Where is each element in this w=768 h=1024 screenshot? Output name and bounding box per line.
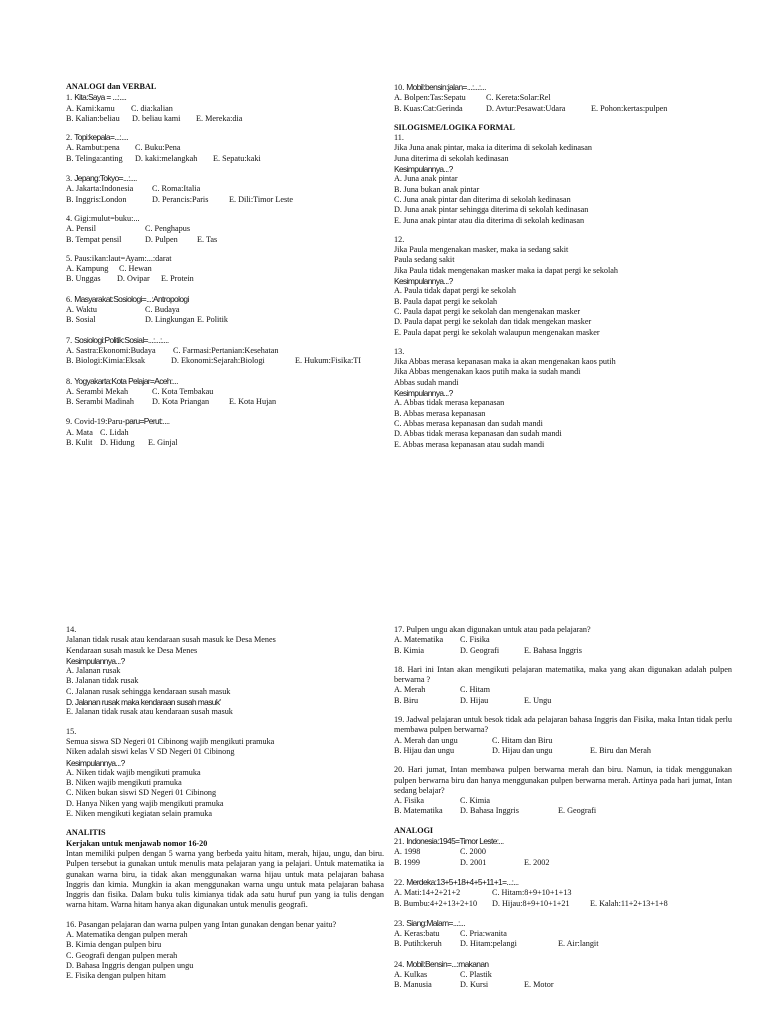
option-a[interactable]: A. Sastra:Ekonomi:Budaya xyxy=(66,345,156,355)
premise-2: Paula sedang sakit xyxy=(394,255,455,265)
option-a[interactable]: A. Jalanan rusak xyxy=(66,666,121,676)
option-c[interactable]: C. Paula dapat pergi ke sekolah dan mengenakan masker xyxy=(394,306,581,316)
option-d[interactable]: D. Pulpen xyxy=(145,234,178,244)
option-d[interactable]: D. kaki:melangkah xyxy=(135,153,198,163)
option-e[interactable]: E. Ginjal xyxy=(148,438,178,448)
question-number: 5. xyxy=(66,253,73,263)
question-17 xyxy=(394,625,732,656)
option-d[interactable]: D. Jalanan rusak maka kendaraan susah masuk' xyxy=(66,697,221,708)
question-11 xyxy=(394,133,744,226)
option-d[interactable]: D. Hijau:8+9+10+1+21 xyxy=(492,898,570,908)
question-number: 1. xyxy=(66,93,73,103)
section-heading-silogisme: SILOGISME/LOGIKA FORMAL xyxy=(394,122,515,132)
option-c[interactable]: C. Jalanan rusak sehingga kendaraan susah masuk xyxy=(66,686,231,696)
question-21 xyxy=(394,836,732,868)
option-a[interactable]: A. Fisika xyxy=(394,796,425,806)
question-19 xyxy=(394,715,732,756)
question-8 xyxy=(66,376,406,408)
question-number: 6. xyxy=(66,294,73,304)
reading-passage: Intan memiliki pulpen dengan 5 warna yang berbeda yaitu hitam, merah, hijau, ungu, dan biru. Pulpen tersebut ia gunakan untuk menulis mata pelajaran yang ia pelajari. Untuk matematika ia gunakan warna biru, ia tidak akan menggunakan warna hijau untuk mata pelajaran bahasa Inggris dan kimia. Mungkin ia akan menggunakan warna ungu untuk mata pelajaran bahasa Inggris dan fisika. Dalam buku tulis kimianya tidak ada satu huruf pun yang ia tulis dengan warna hitam. Warna hitam hanya akan digunakan untuk menulis geografi. xyxy=(66,848,384,910)
option-c[interactable]: C. Niken bukan siswi SD Negeri 01 Cibinong xyxy=(66,788,217,798)
option-e[interactable]: E. Biru dan Merah xyxy=(590,745,651,755)
conclusion-prompt: Kesimpulannya...? xyxy=(394,164,453,175)
option-d[interactable]: D. Bahasa Inggris dengan pulpen ungu xyxy=(66,960,194,970)
question-number: 24. xyxy=(394,959,405,969)
conclusion-prompt: Kesimpulannya...? xyxy=(394,276,453,287)
question-7 xyxy=(66,335,406,367)
question-number: 14. xyxy=(66,625,77,634)
premise-1: Jika Abbas merasa kepanasan maka ia akan mengenakan kaos putih xyxy=(394,357,616,367)
option-a[interactable]: A. Juna anak pintar xyxy=(394,174,458,184)
question-22 xyxy=(394,877,732,909)
question-16 xyxy=(66,920,384,982)
option-b[interactable]: B. Niken wajib mengikuti pramuka xyxy=(66,778,182,788)
option-c[interactable]: C. Kimia xyxy=(460,796,491,806)
question-20 xyxy=(394,765,732,816)
option-d[interactable]: D. Hidung xyxy=(100,438,135,448)
option-d[interactable]: D. Abbas tidak merasa kepanasan dan sudah mandi xyxy=(394,429,562,439)
question-9 xyxy=(66,416,406,448)
question-number: 11. xyxy=(394,133,404,143)
question-prompt: Pulpen ungu akan digunakan untuk atau pada pelajaran? xyxy=(406,625,591,634)
question-12 xyxy=(394,235,744,338)
option-a[interactable]: A. Mati:14+2+21+2 xyxy=(394,888,461,898)
question-4 xyxy=(66,214,406,245)
option-b[interactable]: B. Tempat pensil xyxy=(66,234,122,244)
premise-2: Juna diterima di sekolah kedinasan xyxy=(394,153,509,163)
option-a[interactable]: A. Niken tidak wajib mengikuti pramuka xyxy=(66,767,201,777)
option-c[interactable]: C. Kereta:Solar:Rel xyxy=(486,93,551,103)
option-d[interactable]: D. Perancis:Paris xyxy=(152,194,209,204)
question-15 xyxy=(66,727,384,820)
option-e[interactable]: E. Mereka:dia xyxy=(196,113,243,123)
option-e[interactable]: E. Paula dapat pergi ke sekolah walaupun mengenakan masker xyxy=(394,327,600,337)
premise-2: Niken adalah siswi kelas V SD Negeri 01 Cibinong xyxy=(66,747,235,757)
question-number: 22. xyxy=(394,877,405,887)
question-prompt: Masyarakat:Sosiologi=...:Antropologi xyxy=(74,293,189,304)
option-a[interactable]: A. Keras:batu xyxy=(394,929,440,939)
question-number: 18. xyxy=(394,664,405,674)
option-e[interactable]: E. Tas xyxy=(197,234,218,244)
option-b[interactable]: B. Kulit xyxy=(66,438,93,448)
question-number: 20. xyxy=(394,765,405,775)
conclusion-prompt: Kesimpulannya...? xyxy=(66,655,125,666)
question-number: 16. xyxy=(66,919,77,929)
option-b[interactable]: B. Matematika xyxy=(394,806,443,816)
option-a[interactable]: A. Serambi Mekah xyxy=(66,386,129,396)
question-prompt: Kita:Saya = ...:.... xyxy=(74,92,127,103)
option-c[interactable]: C. Juna anak pintar dan diterima di sekolah kedinasan xyxy=(394,194,571,204)
option-c[interactable]: C. Hitam xyxy=(460,685,491,695)
option-c[interactable]: C. Hewan xyxy=(119,264,152,274)
premise-1: Jika Paula mengenakan masker, maka ia sedang sakit xyxy=(394,245,569,255)
option-a[interactable]: A. Abbas tidak merasa kepanasan xyxy=(394,398,505,408)
analitis-section xyxy=(66,828,384,910)
option-e[interactable]: E. Protein xyxy=(161,274,194,284)
question-prompt: Jepang:Tokyo=...:.... xyxy=(74,173,137,184)
option-e[interactable]: E. Kota Hujan xyxy=(229,397,277,407)
section-heading-analitis: ANALITIS xyxy=(66,828,106,838)
question-13 xyxy=(394,347,744,450)
option-d[interactable]: D. Avtur:Pesawat:Udara xyxy=(486,103,566,113)
option-a[interactable]: A. Bolpen:Tas:Sepatu xyxy=(394,93,466,103)
question-prompt: Topi:kepala=...:.... xyxy=(74,132,129,143)
question-5 xyxy=(66,254,406,285)
question-number: 4. xyxy=(66,213,73,223)
premise-3: Abbas sudah mandi xyxy=(394,377,459,387)
option-e[interactable]: E. Abbas merasa kepanasan atau sudah mandi xyxy=(394,439,545,449)
question-10 xyxy=(394,82,744,114)
left-top-column xyxy=(66,82,406,457)
left-bottom-column xyxy=(66,625,384,991)
option-c[interactable]: C. Hitam:8+9+10+1+13 xyxy=(492,888,572,898)
question-prompt: Siang:Malam=...:... xyxy=(406,917,465,928)
question-prompt: Yogyakarta:Kota Pelajar=Aceh:... xyxy=(74,375,178,386)
option-a[interactable]: A. Merah xyxy=(394,685,426,695)
question-prompt: Indonesia:1945=Timor Leste:... xyxy=(406,836,504,847)
question-6 xyxy=(66,294,406,326)
question-number: 3. xyxy=(66,174,73,184)
option-e[interactable]: E. Pohon:kertas:pulpen xyxy=(591,103,668,113)
question-prompt: Gigi:mulut=buku:... xyxy=(74,213,140,223)
question-number: 15. xyxy=(66,726,77,736)
right-bottom-column xyxy=(394,625,732,1000)
option-d[interactable]: D. Paula dapat pergi ke sekolah dan tidak mengekan masker xyxy=(394,317,592,327)
option-c[interactable]: C. Pria:wanita xyxy=(460,929,507,939)
option-c[interactable]: C. Fisika xyxy=(460,635,490,645)
question-prompt-plain: Covid-19:Paru- xyxy=(74,417,126,427)
option-e[interactable]: E. Dili:Timor Leste xyxy=(229,194,294,204)
option-b[interactable]: B. Inggris:London xyxy=(66,194,127,204)
question-prompt: Merdeka:13+5+18+4+5+11+1=...:... xyxy=(406,876,519,887)
option-e[interactable]: E. Hukum:Fisika:TI xyxy=(295,356,361,366)
option-a[interactable]: A. Kami:kamu xyxy=(66,103,115,113)
question-number: 8. xyxy=(66,376,73,386)
option-b[interactable]: B. Kimia xyxy=(394,645,425,655)
option-c[interactable]: C. Geografi dengan pulpen merah xyxy=(66,950,178,960)
option-d[interactable]: D. 2001 xyxy=(460,857,487,867)
option-c[interactable]: C. 2000 xyxy=(460,847,486,857)
option-b[interactable]: B. Sosial xyxy=(66,315,96,325)
premise-1: Semua siswa SD Negeri 01 Cibinong wajib mengikuti pramuka xyxy=(66,736,275,746)
question-number: 19. xyxy=(394,715,405,725)
right-top-column xyxy=(394,82,744,459)
option-b[interactable]: B. Manusia xyxy=(394,980,432,990)
question-2 xyxy=(66,132,406,164)
question-number: 21. xyxy=(394,837,405,847)
option-e[interactable]: E. Sepatu:kaki xyxy=(213,153,261,163)
question-number: 7. xyxy=(66,335,73,345)
option-b[interactable]: B. Putih:keruh xyxy=(394,939,442,949)
option-e[interactable]: E. Niken mengikuti kegiatan selain pramuka xyxy=(66,809,212,819)
option-d[interactable]: D. Hitam:pelangi xyxy=(460,939,517,949)
option-d[interactable]: D. Juna anak pintar sehingga diterima di sekolah kedinasan xyxy=(394,205,589,215)
option-e[interactable]: E. Fisika dengan pulpen hitam xyxy=(66,971,166,981)
option-b[interactable]: B. Hijau dan ungu xyxy=(394,745,455,755)
option-e[interactable]: E. Air:langit xyxy=(558,939,599,949)
option-c[interactable]: C. Penghapus xyxy=(145,224,191,234)
question-prompt: Sosiologi:Politik:Sosial=...:...:.... xyxy=(74,334,169,345)
question-prompt: paru=Perut:.... xyxy=(125,416,170,427)
option-a[interactable]: A. Jakarta:Indonesia xyxy=(66,184,134,194)
question-number: 10. xyxy=(394,83,405,92)
option-c[interactable]: C. dia:kalian xyxy=(131,103,173,113)
option-d[interactable]: D. Lingkungan xyxy=(145,315,195,325)
option-b[interactable]: B. Kimia dengan pulpen biru xyxy=(66,940,162,950)
option-a[interactable]: A. Matematika xyxy=(394,635,444,645)
premise-2: Kendaraan susah masuk ke Desa Menes xyxy=(66,645,198,655)
question-number: 23. xyxy=(394,918,405,928)
conclusion-prompt: Kesimpulannya...? xyxy=(394,388,453,399)
option-b[interactable]: B. Biru xyxy=(394,695,419,705)
option-a[interactable]: A. Kulkas xyxy=(394,970,428,980)
option-b[interactable]: B. Kuas:Cat:Gerinda xyxy=(394,103,463,113)
option-d[interactable]: D. Ovipar xyxy=(117,274,150,284)
option-e[interactable]: E. Politik xyxy=(197,315,228,325)
option-b[interactable]: B. Jalanan tidak rusak xyxy=(66,676,139,686)
question-number: 12. xyxy=(394,234,405,244)
option-b[interactable]: B. Serambi Madinah xyxy=(66,397,134,407)
question-prompt: Jadwal pelajaran untuk besok tidak ada pelajaran bahasa Inggris dan Fisika, maka Intan tidak perlu membawa pulpen berwarna? xyxy=(394,715,733,735)
option-d[interactable]: D. Geografi xyxy=(460,645,500,655)
option-a[interactable]: A. Waktu xyxy=(66,305,98,315)
option-d[interactable]: D. Hijau xyxy=(460,695,489,705)
question-3 xyxy=(66,173,406,205)
option-e[interactable]: E. Juna anak pintar atau dia diterima di sekolah kedinasan xyxy=(394,215,585,225)
option-b[interactable]: B. Paula dapat pergi ke sekolah xyxy=(394,296,498,306)
option-e[interactable]: E. Jalanan tidak rusak atau kendaraan susah masuk xyxy=(66,707,233,717)
question-prompt: Hari ini Intan akan mengikuti pelajaran matematika, maka yang akan digunakan adalah pulpen berwarna ? xyxy=(394,664,733,685)
option-e[interactable]: E. 2002 xyxy=(524,857,550,867)
option-d[interactable]: D. Kursi xyxy=(460,980,489,990)
question-prompt: Mobil:Bensin=...:makanan xyxy=(406,958,489,969)
question-number: 13. xyxy=(394,346,405,356)
option-c[interactable]: C. Budaya xyxy=(145,305,180,315)
option-c[interactable]: C. Plastik xyxy=(460,970,492,980)
question-number: 2. xyxy=(66,133,73,143)
premise-3: Jika Paula tidak mengenakan masker maka ia dapat pergi ke sekolah xyxy=(394,265,619,275)
option-a[interactable]: A. Rambut:pena xyxy=(66,143,120,153)
option-d[interactable]: D. Ekonomi:Sejarah:Biologi xyxy=(171,356,265,366)
question-number: 9. xyxy=(66,417,73,427)
option-a[interactable]: A. Merah dan ungu xyxy=(394,735,458,745)
premise-2: Jika Abbas mengenakan kaos putih maka ia sudah mandi xyxy=(394,367,581,377)
option-a[interactable]: A. 1998 xyxy=(394,847,421,857)
option-d[interactable]: D. Hanya Niken yang wajib mengikuti pramuka xyxy=(66,798,224,808)
option-b[interactable]: B. Kalian:beliau xyxy=(66,113,120,123)
conclusion-prompt: Kesimpulannya...? xyxy=(66,757,125,768)
option-c[interactable]: C. Farmasi:Pertanian:Kesehatan xyxy=(173,345,279,355)
option-a[interactable]: A. Pensil xyxy=(66,224,97,234)
option-b[interactable]: B. 1999 xyxy=(394,857,420,867)
option-d[interactable]: D. Bahasa Inggris xyxy=(460,806,519,816)
question-prompt: Mobil:bensin:jalan=...:...:... xyxy=(406,82,486,92)
option-a[interactable]: A. Mata xyxy=(66,427,93,437)
option-b[interactable]: B. Biologi:Kimia:Eksak xyxy=(66,356,146,366)
option-c[interactable]: C. Hitam dan Biru xyxy=(492,735,553,745)
option-b[interactable]: B. Abbas merasa kepanasan xyxy=(394,408,486,418)
section-heading-analogi: ANALOGI xyxy=(394,825,434,835)
option-e[interactable]: E. Geografi xyxy=(558,806,597,816)
option-c[interactable]: C. Abbas merasa kepanasan dan sudah mandi xyxy=(394,418,543,428)
option-d[interactable]: D. Hijau dan ungu xyxy=(492,745,553,755)
section-instruction: Kerjakan untuk menjawab nomor 16-20 xyxy=(66,838,208,848)
option-c[interactable]: C. Kota Tembakau xyxy=(152,386,214,396)
option-e[interactable]: E. Bahasa Inggris xyxy=(524,645,582,655)
option-a[interactable]: A. Matematika dengan pulpen merah xyxy=(66,930,188,940)
option-a[interactable]: A. Paula tidak dapat pergi ke sekolah xyxy=(394,286,516,296)
option-e[interactable]: E. Ungu xyxy=(524,695,552,705)
option-c[interactable]: C. Roma:Italia xyxy=(152,184,201,194)
question-prompt: Hari jumat, Intan membawa pulpen berwarna merah dan biru. Namun, ia tidak menggunakan pulpen berwarna biru dan hanya menggunakan pulpen berwarna merah. Artinya pada hari jumat, Intan sedang belajar? xyxy=(394,765,732,795)
option-d[interactable]: D. Kota Priangan xyxy=(152,397,210,407)
premise-1: Jalanan tidak rusak atau kendaraan susah masuk ke Desa Menes xyxy=(66,635,276,645)
section-heading-analogi-verbal: ANALOGI dan VERBAL xyxy=(66,82,157,91)
question-24 xyxy=(394,959,732,991)
question-18 xyxy=(394,665,732,706)
question-1 xyxy=(66,92,406,124)
question-23 xyxy=(394,918,732,950)
option-b[interactable]: B. Juna bukan anak pintar xyxy=(394,184,480,194)
question-14 xyxy=(66,625,384,718)
premise-1: Jika Juna anak pintar, maka ia diterima di sekolah kedinasan xyxy=(394,143,592,153)
question-prompt: Paus:ikan:laut=Ayam:...:darat xyxy=(74,253,172,263)
option-b[interactable]: B. Unggas xyxy=(66,274,101,284)
option-c[interactable]: C. Buku:Pena xyxy=(135,143,181,153)
option-c[interactable]: C. Lidah xyxy=(100,427,129,437)
option-a[interactable]: A. Kampung xyxy=(66,264,109,274)
option-d[interactable]: D. beliau kami xyxy=(132,113,181,123)
question-prompt: Pasangan pelajaran dan warna pulpen yang Intan gunakan dengan benar yaitu? xyxy=(78,919,337,929)
option-b[interactable]: B. Bumbu:4+2+13+2+10 xyxy=(394,898,478,908)
option-e[interactable]: E. Motor xyxy=(524,980,554,990)
option-e[interactable]: E. Kalah:11+2+13+1+8 xyxy=(590,898,668,908)
option-b[interactable]: B. Telinga:anting xyxy=(66,153,123,163)
question-number: 17. xyxy=(394,625,405,634)
